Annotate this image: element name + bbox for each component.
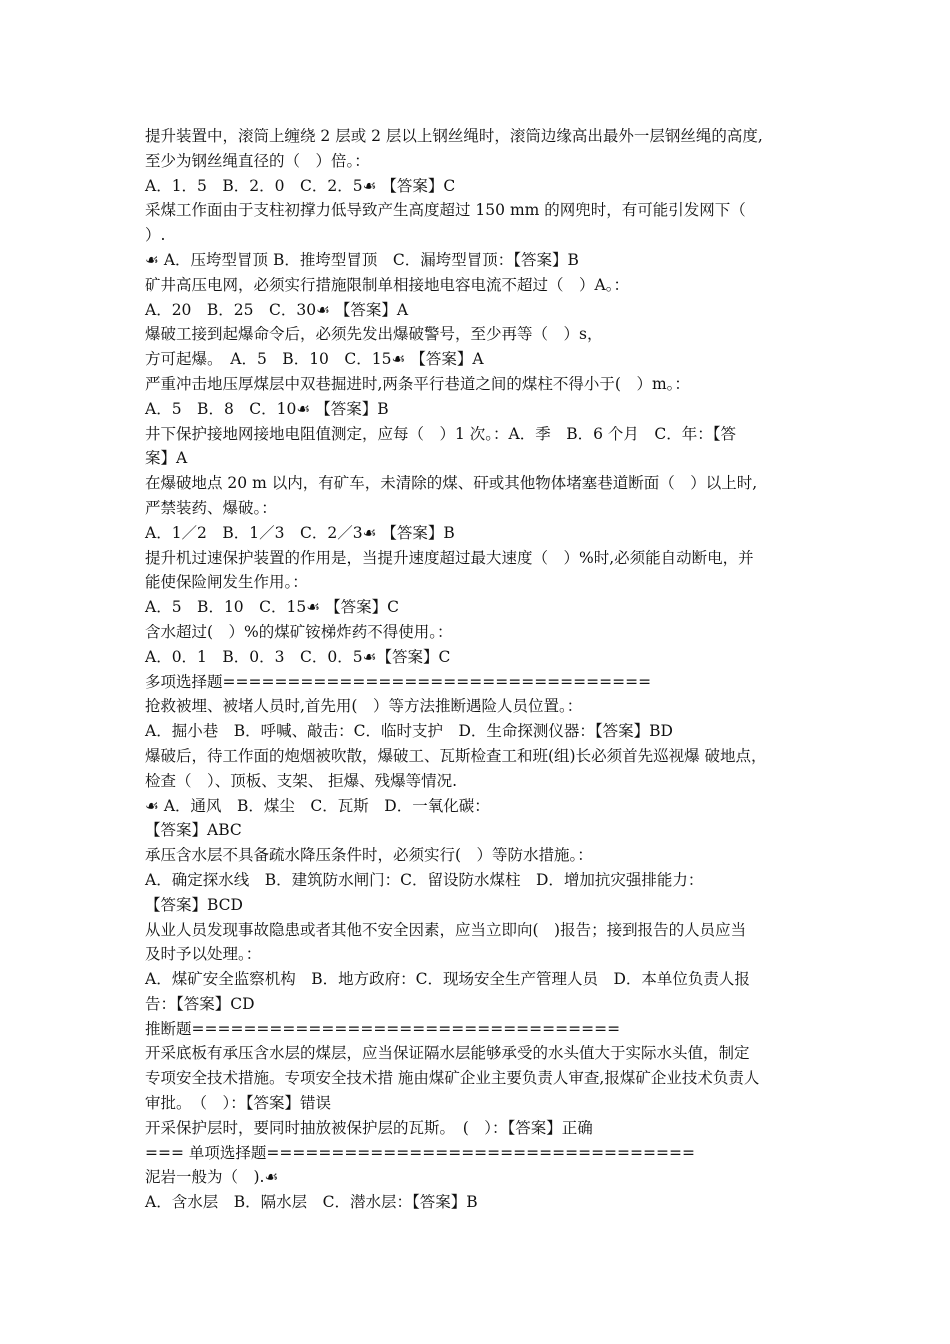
text-line: 含水超过( ）%的煤矿铵梯炸药不得使用。：	[145, 622, 453, 641]
text-line: 告：【答案】CD	[145, 994, 255, 1013]
text-line: 采煤工作面由于支柱初撑力低导致产生高度超过 150 mm 的网兜时，有可能引发网下（	[145, 201, 746, 220]
text-line: A．0．1 B．0．3 C．0．5☙【答案】C	[145, 647, 451, 666]
text-line: 抢救被埋、被堵人员时,首先用( ）等方法推断遇险人员位置。：	[145, 697, 583, 716]
text-line: A．确定探水线 B．建筑防水闸门：C．留设防水煤柱 D．增加抗灾强排能力：	[145, 870, 704, 889]
text-line: 【答案】BCD	[145, 895, 243, 914]
text-line: 爆破工接到起爆命令后，必须先发出爆破警号，至少再等（ ）s，	[145, 325, 603, 344]
text-line: A．5 B．10 C．15☙ 【答案】C	[145, 598, 399, 617]
text-line: A．5 B．8 C．10☙ 【答案】B	[145, 399, 389, 418]
text-line: 爆破后，待工作面的炮烟被吹散，爆破工、瓦斯检查工和班(组)长必须首先巡视爆 破地点，	[145, 746, 767, 765]
text-line: 及时予以处理。：	[145, 945, 262, 964]
text-line: A．含水层 B．隔水层 C．潜水层：【答案】B	[145, 1193, 478, 1212]
text-line: 能使保险闸发生作用。：	[145, 573, 308, 592]
text-line: A．煤矿安全监察机构 B．地方政府：C．现场安全生产管理人员 D．本单位负责人报	[145, 970, 750, 989]
text-line: 方可起爆。 A．5 B．10 C．15☙ 【答案】A	[145, 350, 484, 369]
section-heading: === 单项选择题=================================	[145, 1143, 695, 1162]
text-line: 专项安全技术措施。专项安全技术措 施由煤矿企业主要负责人审查,报煤矿企业技术负责人	[145, 1069, 760, 1088]
text-line: 开采底板有承压含水层的煤层，应当保证隔水层能够承受的水头值大于实际水头值，制定	[145, 1044, 750, 1063]
text-line: 从业人员发现事故隐患或者其他不安全因素，应当立即向( )报告；接到报告的人员应当	[145, 920, 747, 939]
text-line: 在爆破地点 20 m 以内，有矿车，未清除的煤、矸或其他物体堵塞巷道断面（ ）以上时,	[145, 474, 758, 493]
text-line: 严重冲击地压厚煤层中双巷掘进时,两条平行巷道之间的煤柱不得小于( ）m。：	[145, 374, 690, 393]
text-line: 提升装置中，滚筒上缠绕 2 层或 2 层以上钢丝绳时，滚筒边缘高出最外一层钢丝绳的高度,	[145, 127, 763, 145]
text-line: 审批。 （ ）：【答案】错误	[145, 1094, 332, 1113]
text-line: 承压含水层不具备疏水降压条件时，必须实行( ）等防水措施。：	[145, 846, 593, 865]
text-line: A．1．5 B．2．0 C．2．5☙ 【答案】C	[145, 176, 456, 195]
text-line: 井下保护接地网接地电阻值测定，应每（ ）1 次。：A．季 B．6 个月 C．年：【答	[145, 424, 737, 443]
text-line: ☙ A．通风 B．煤尘 C．瓦斯 D．一氧化碳：	[145, 796, 490, 815]
section-heading: 推断题=================================	[145, 1019, 621, 1038]
text-line: 提升机过速保护装置的作用是，当提升速度超过最大速度（ ）%时,必须能自动断电，并	[145, 548, 754, 567]
text-line: A．掘小巷 B．呼喊、敲击：C．临时支护 D．生命探测仪器：【答案】BD	[145, 722, 673, 741]
text-line: 泥岩一般为（ ).☙	[145, 1168, 279, 1187]
document-body	[145, 124, 817, 1215]
text-line: A．20 B．25 C．30☙ 【答案】A	[145, 300, 409, 319]
text-line: A．1／2 B．1／3 C．2／3☙ 【答案】B	[145, 523, 455, 542]
text-line: 开采保护层时，要同时抽放被保护层的瓦斯。 ( ）：【答案】正确	[145, 1118, 593, 1137]
text-line: 至少为钢丝绳直径的（ ）倍。：	[145, 151, 370, 170]
section-heading: 多项选择题=================================	[145, 672, 652, 691]
text-line: 检查（ ）、顶板、支架、 拒爆、残爆等情况.	[145, 771, 458, 790]
text-line: 严禁装药、爆破。：	[145, 498, 277, 517]
text-line: 案】A	[145, 449, 188, 468]
text-line: 矿井高压电网，必须实行措施限制单相接地电容电流不超过（ ）A。：	[145, 275, 629, 294]
text-line: ）.	[145, 226, 166, 245]
text-line: 【答案】ABC	[145, 821, 242, 840]
text-line: ☙ A．压垮型冒顶 B．推垮型冒顶 C．漏垮型冒顶：【答案】B	[145, 250, 579, 269]
